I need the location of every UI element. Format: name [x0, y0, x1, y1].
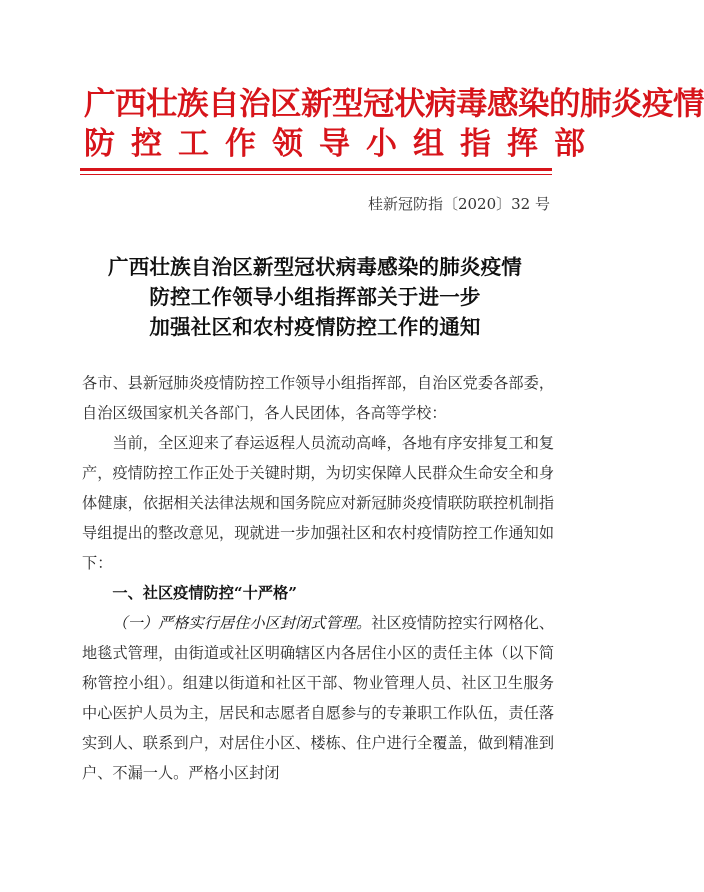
title-line-1: 广西壮族自治区新型冠状病毒感染的肺炎疫情 [108, 255, 522, 279]
item-1-lead: （一）严格实行居住小区封闭式管理。 [112, 614, 372, 632]
item-1-paragraph [82, 608, 554, 788]
intro-paragraph: 当前，全区迎来了春运返程人员流动高峰，各地有序安排复工和复产，疫情防控工作正处于关键时期，为切实保障人民群众生命安全和身体健康，依据相关法律法规和国务院应对新冠肺炎疫情联防联控机制指导组提出的整改意见，现就进一步加强社区和农村疫情防控工作通知如下： [82, 434, 554, 572]
title-line-2: 防控工作领导小组指挥部关于进一步 [149, 285, 481, 309]
addressee-paragraph: 各市、县新冠肺炎疫情防控工作领导小组指挥部，自治区党委各部委，自治区级国家机关各部门，各人民团体，各高等学校： [82, 374, 554, 422]
section-1-heading: 一、社区疫情防控“十严格” [112, 584, 297, 602]
title-line-3: 加强社区和农村疫情防控工作的通知 [149, 315, 481, 339]
agency-header-line-2: 防控工作领导小组指挥部 [84, 126, 601, 162]
document-number: 桂新冠防指〔2020〕32 号 [367, 195, 550, 213]
agency-header-line-1: 广西壮族自治区新型冠状病毒感染的肺炎疫情 [84, 85, 704, 122]
header-red-rule-thick [80, 168, 552, 171]
header-red-rule-thin [80, 174, 552, 175]
document-body [82, 368, 554, 788]
item-1-text: 社区疫情防控实行网格化、地毯式管理，由街道或社区明确辖区内各居住小区的责任主体（以下简称管控小组）。组建以街道和社区干部、物业管理人员、社区卫生服务中心医护人员为主，居民和志愿者自愿参与的专兼职工作队伍，责任落实到人、联系到户，对居住小区、楼栋、住户进行全覆盖，做到精准到户、不漏一人。严格小区封闭 [82, 614, 555, 782]
